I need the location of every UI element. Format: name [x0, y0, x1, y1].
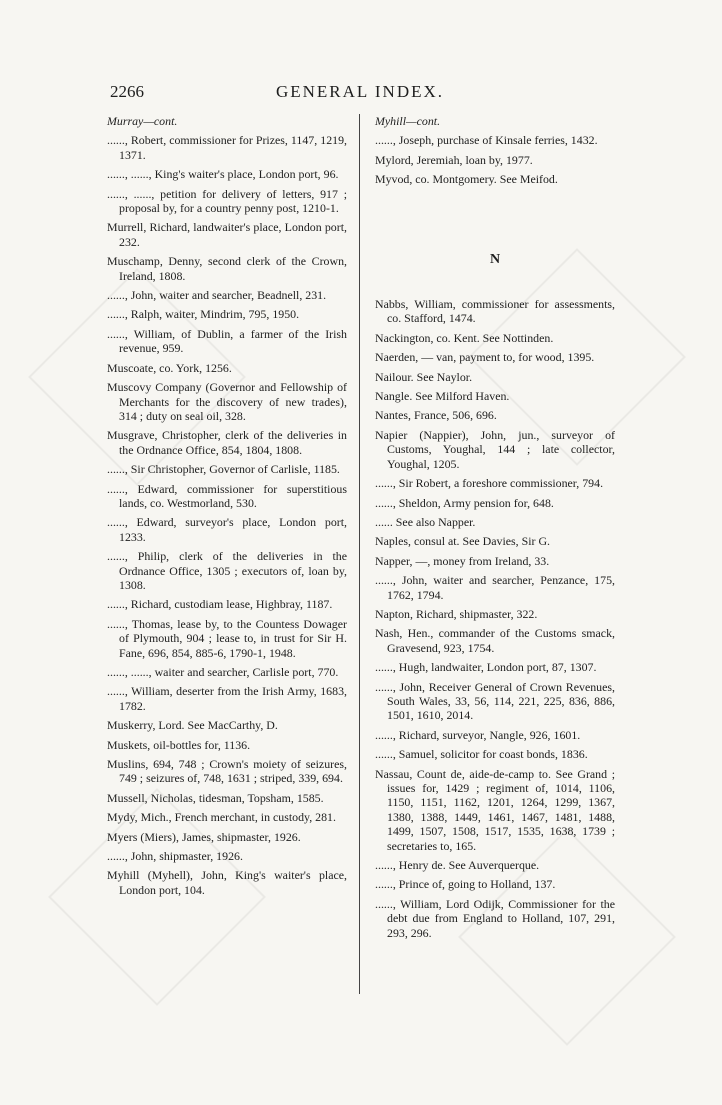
running-title: GENERAL INDEX.	[275, 82, 445, 101]
index-entry: ......, John, waiter and searcher, Beadnell, 231.	[107, 288, 327, 303]
index-entry: ......, Prince of, going to Holland, 137.	[375, 877, 556, 892]
index-entry: Murrell, Richard, landwaiter's place, London port, 232.	[107, 220, 347, 249]
index-entry: ......, William, Lord Odijk, Commissioner for the debt due from England to Holland, 107, 291, 293, 296.	[375, 896, 615, 940]
index-entry: ......, Philip, clerk of the deliveries in the Ordnance Office, 1305 ; executors of, loan by, 1308.	[107, 549, 347, 592]
index-entry: Nantes, France, 506, 696.	[375, 408, 497, 423]
left-index-column	[107, 114, 347, 902]
index-entry: Naerden, — van, payment to, for wood, 1395.	[375, 350, 595, 365]
index-entry: ......, John, Receiver General of Crown Revenues, South Wales, 33, 56, 114, 221, 225, 836, 886, 1501, 1610, 2014.	[375, 679, 615, 723]
index-entry: ......, Ralph, waiter, Mindrim, 795, 1950.	[107, 307, 300, 322]
index-entry: Musgrave, Christopher, clerk of the deliveries in the Ordnance Office, 854, 1804, 1808.	[107, 428, 347, 457]
column-divider	[359, 114, 360, 994]
index-entry: ......, Joseph, purchase of Kinsale ferries, 1432.	[375, 133, 598, 148]
section-letter: N	[489, 251, 501, 267]
index-entry: Muscoate, co. York, 1256.	[107, 360, 232, 375]
index-entry: Myhill—cont.	[375, 114, 441, 128]
index-entry: ......, Henry de. See Auverquerque.	[375, 858, 540, 873]
index-entry: Nassau, Count de, aide-de-camp to. See Grand ; issues for, 1429 ; regiment of, 1014, 1106, 1150, 1151, 1162, 1201, 1264, 1299, 1367, 1380, 1388, 1449, 1461, 1467, 1481, 1488, 1499, 1507, 1508, 1517, 1535, 1638, 1739 ; secretaries to, 165.	[375, 766, 615, 853]
index-entry: ......, Thomas, lease by, to the Countess Dowager of Plymouth, 904 ; lease to, in trust for Sir H. Fane, 696, 854, 885-6, 1790-1, 1948.	[107, 616, 347, 660]
index-entry: ......, Edward, commissioner for superstitious lands, co. Westmorland, 530.	[107, 481, 347, 510]
index-entry: ......, Sir Robert, a foreshore commissioner, 794.	[375, 476, 604, 491]
index-entry: Nailour. See Naylor.	[375, 369, 473, 384]
index-entry: ......, Hugh, landwaiter, London port, 87, 1307.	[375, 660, 597, 675]
index-entry: ......, ......, petition for delivery of letters, 917 ; proposal by, for a country penny post, 1210-1.	[107, 186, 347, 216]
index-entry: Nackington, co. Kent. See Nottinden.	[375, 330, 554, 345]
index-entry: Myers (Miers), James, shipmaster, 1926.	[107, 829, 301, 844]
index-entry: Muskerry, Lord. See MacCarthy, D.	[107, 718, 278, 733]
right-column-bottom	[375, 297, 615, 940]
index-entry: ......, Sheldon, Army pension for, 648.	[375, 495, 554, 510]
index-entry: ......, Sir Christopher, Governor of Carlisle, 1185.	[107, 462, 340, 477]
index-entry: Nash, Hen., commander of the Customs smack, Gravesend, 923, 1754.	[375, 626, 615, 655]
index-entry: Myhill (Myhell), John, King's waiter's place, London port, 104.	[107, 868, 347, 897]
index-entry: Nangle. See Milford Haven.	[375, 389, 510, 404]
index-entry: ......, Samuel, solicitor for coast bonds, 1836.	[375, 747, 588, 762]
index-entry: Muscovy Company (Governor and Fellowship of Merchants for the discovery of new trades), 314 ; duty on seal oil, 328.	[107, 380, 347, 423]
index-entry: ......, Richard, surveyor, Nangle, 926, 1601.	[375, 727, 581, 742]
index-entry: Muskets, oil-bottles for, 1136.	[107, 737, 251, 752]
index-entry: ......, Robert, commissioner for Prizes, 1147, 1219, 1371.	[107, 133, 347, 162]
index-entry: ......, John, waiter and searcher, Penzance, 175, 1762, 1794.	[375, 573, 615, 602]
index-entry: Muslins, 694, 748 ; Crown's moiety of seizures, 749 ; seizures of, 748, 1631 ; striped, 339, 694.	[107, 757, 347, 786]
index-entry: ......, ......, waiter and searcher, Carlisle port, 770.	[107, 665, 339, 679]
right-index-column	[375, 114, 615, 945]
index-entry: Nabbs, William, commissioner for assessments, co. Stafford, 1474.	[375, 297, 615, 326]
page-header	[110, 82, 610, 106]
index-entry: Mydy, Mich., French merchant, in custody, 281.	[107, 810, 336, 825]
index-entry: Napton, Richard, shipmaster, 322.	[375, 606, 538, 621]
right-column-top	[375, 114, 615, 187]
index-entry: ......, William, of Dublin, a farmer of the Irish revenue, 959.	[107, 326, 347, 356]
index-entry: ......, Richard, custodiam lease, Highbray, 1187.	[107, 597, 333, 612]
index-entry: Myvod, co. Montgomery. See Meifod.	[375, 172, 558, 187]
index-entry: Napier (Nappier), John, jun., surveyor of Customs, Youghal, 144 ; late collector, Youghal, 1205.	[375, 427, 615, 471]
index-entry: Napper, —, money from Ireland, 33.	[375, 553, 550, 568]
index-entry: ......, John, shipmaster, 1926.	[107, 849, 243, 864]
page-number: 2266	[110, 82, 144, 101]
index-entry: ......, Edward, surveyor's place, London port, 1233.	[107, 515, 347, 544]
index-entry: Mylord, Jeremiah, loan by, 1977.	[375, 152, 533, 167]
index-entry: Muschamp, Denny, second clerk of the Crown, Ireland, 1808.	[107, 254, 347, 283]
index-entry: Naples, consul at. See Davies, Sir G.	[375, 534, 551, 549]
index-entry: Mussell, Nicholas, tidesman, Topsham, 1585.	[107, 790, 324, 805]
index-entry: ......, William, deserter from the Irish Army, 1683, 1782.	[107, 684, 347, 713]
index-entry: Murray—cont.	[107, 114, 178, 128]
index-entry: ......, ......, King's waiter's place, London port, 96.	[107, 167, 339, 182]
index-entry: ...... See also Napper.	[375, 514, 476, 529]
